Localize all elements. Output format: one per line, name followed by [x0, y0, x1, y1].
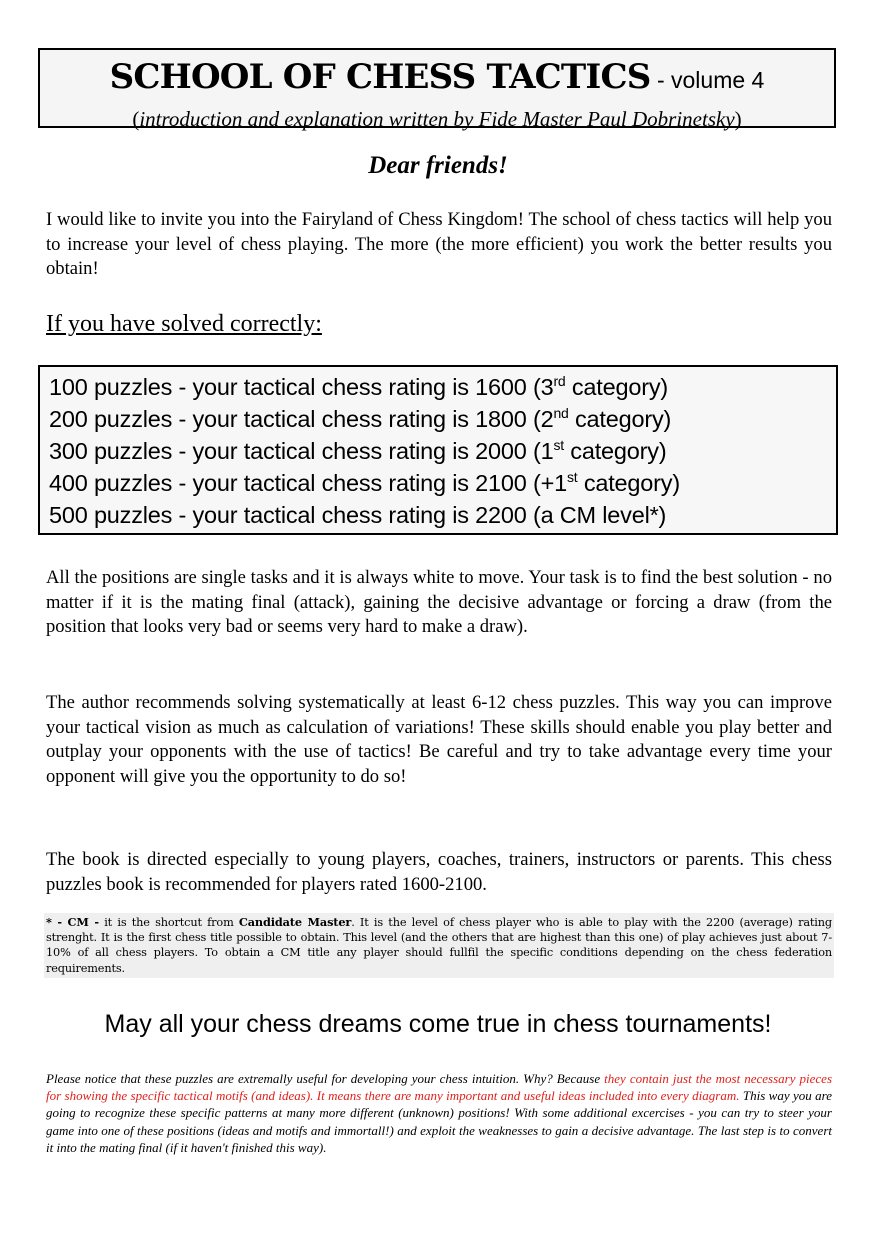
- rating-ordinal: st: [566, 469, 578, 485]
- rating-text: 400 puzzles - your tactical chess rating is 2100 (+1: [49, 470, 567, 496]
- rating-row: [49, 403, 836, 435]
- rating-text: 100 puzzles - your tactical chess rating is 1600 (3: [49, 374, 554, 400]
- footnote-bold-term: Candidate Master: [238, 915, 352, 929]
- solved-heading: If you have solved correctly:: [46, 311, 322, 337]
- title-line: [40, 54, 834, 107]
- notice-text: Please notice that these puzzles are extremally useful for developing your chess intuition. Why? Because: [46, 1071, 605, 1086]
- notice-highlight: they contain just the most necessary pieces for showing the specific tactical motifs (and ideas). It means there are many important and useful ideas included into every diagram.: [46, 1071, 833, 1104]
- rating-row: [49, 467, 836, 499]
- rating-tail: category): [565, 374, 669, 400]
- rating-row: [49, 435, 836, 467]
- greeting-heading: Dear friends!: [368, 152, 508, 179]
- author-paragraph: The author recommends solving systematically at least 6-12 chess puzzles. This way you can improve your tactical vision as much as calculation of variations! These skills should enable you play better and outplay your opponents with the use of tactics! Be careful and try to take advantage every time your opponent will give you the opportunity to do so!: [46, 692, 832, 787]
- subtitle-close-paren: ): [734, 107, 742, 131]
- title-separator: -: [650, 67, 672, 93]
- footnote-text-rest: . It is the level of chess player who is able to play with the 2200 (average) rating strenght. It is the first chess title possible to obtain. This level (and the others that are highest than this one) of play achieves just about 7-10% of all chess players. To obtain a CM title any player should fullfil the specific conditions depending on the chess federation requirements.: [46, 916, 832, 975]
- rating-row: [49, 371, 836, 403]
- rating-ordinal: nd: [553, 405, 569, 421]
- volume-label: volume 4: [671, 67, 765, 93]
- rating-tail: category): [577, 470, 680, 496]
- cm-footnote: [44, 913, 834, 978]
- rating-table: [38, 365, 838, 535]
- rating-ordinal: st: [553, 437, 564, 453]
- rating-ordinal: rd: [553, 373, 566, 389]
- dreams-banner: May all your chess dreams come true in chess tournaments!: [104, 1010, 772, 1038]
- notice-paragraph: [46, 1070, 832, 1156]
- rating-tail: category): [563, 438, 667, 464]
- intro-paragraph: I would like to invite you into the Fairyland of Chess Kingdom! The school of chess tactics will help you to increase your level of chess playing. The more (the more efficient) you work the better results you obtain!: [46, 209, 832, 280]
- rating-text: 300 puzzles - your tactical chess rating is 2000 (1: [49, 438, 554, 464]
- subtitle-text: introduction and explanation written by Fide Master Paul Dobrinetsky: [139, 107, 735, 131]
- footnote-text: it is the shortcut from: [98, 916, 239, 929]
- rating-tail: category): [568, 406, 672, 432]
- subtitle: [40, 107, 834, 131]
- rating-text: 200 puzzles - your tactical chess rating is 1800 (2: [49, 406, 554, 432]
- tasks-paragraph: All the positions are single tasks and it is always white to move. Your task is to find the best solution - no matter if it is the mating final (attack), gaining the decisive advantage or forcing a draw (from the position that looks very bad or seems very hard to make a draw).: [46, 567, 832, 638]
- rating-row: [49, 499, 836, 531]
- rating-text: 500 puzzles - your tactical chess rating is 2200 (a CM level*): [49, 502, 667, 528]
- book-paragraph: The book is directed especially to young players, coaches, trainers, instructors or parents. This chess puzzles book is recommended for players rated 1600-2100.: [46, 849, 832, 895]
- subtitle-open-paren: (: [132, 107, 140, 131]
- page-title: SCHOOL OF CHESS TACTICS: [109, 57, 651, 97]
- footnote-prefix: * - CM -: [46, 915, 99, 929]
- title-box: [38, 48, 836, 131]
- notice-text-rest: This way you are going to recognize these specific patterns at many more different (unknown) positions! With some additional excercises - you can try to steer your game into one of these positions (ideas and motifs and immortall!) and exploit the weaknesses to gain a decisive advantage. The last step is to convert it into the mating final (if it haven't finished this way).: [46, 1088, 832, 1155]
